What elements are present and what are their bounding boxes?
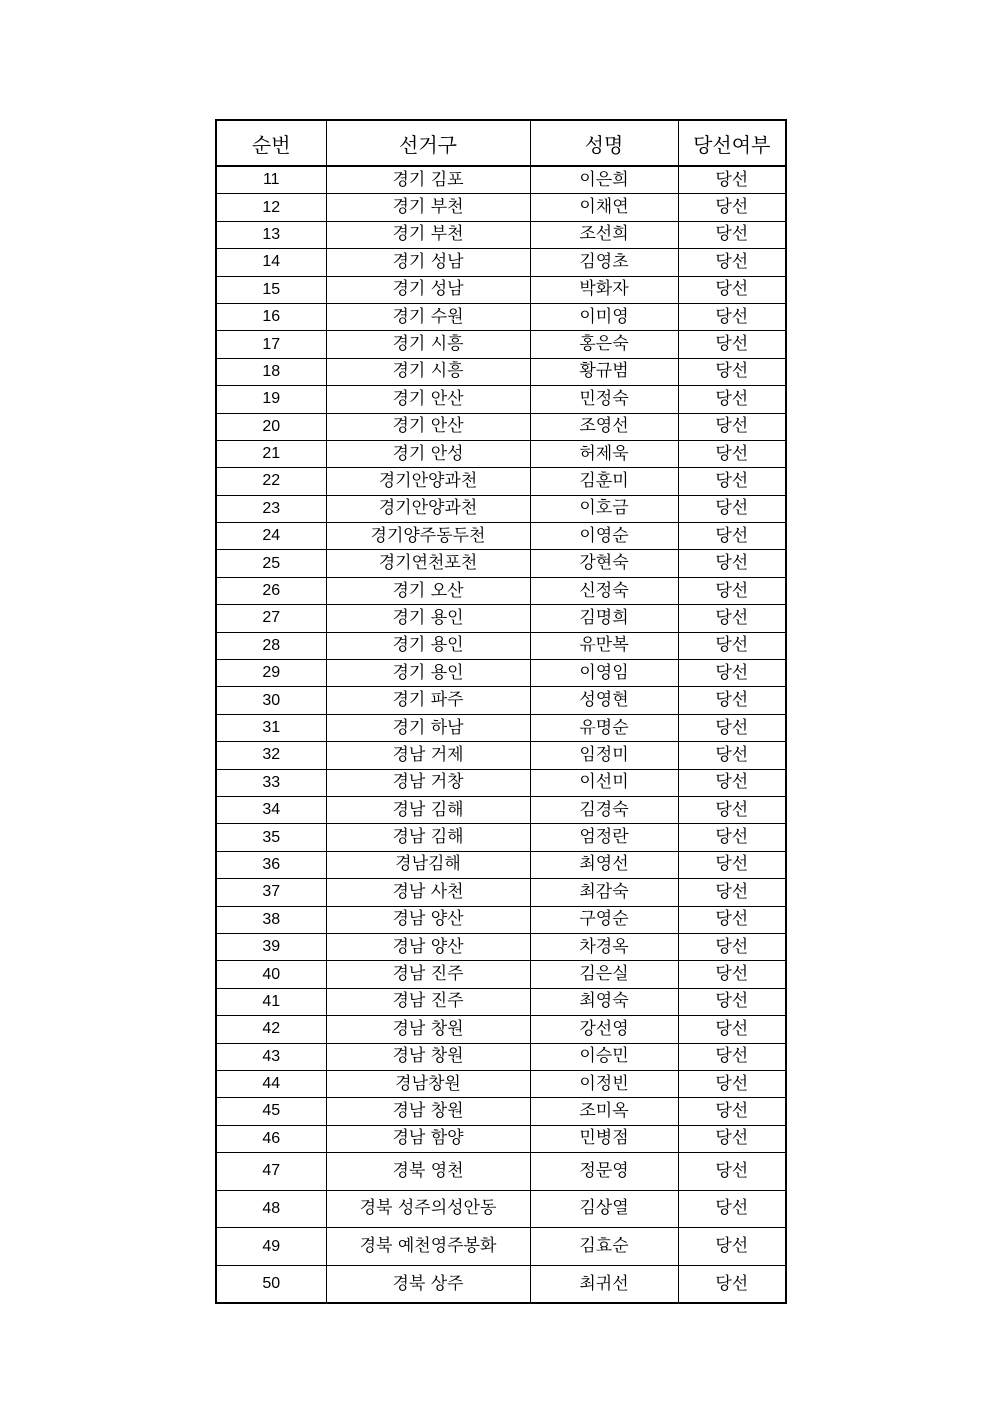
cell-number: 47	[216, 1153, 326, 1191]
cell-district: 경남창원	[326, 1070, 530, 1097]
cell-status: 당선	[678, 495, 786, 522]
cell-district: 경북 예천영주봉화	[326, 1228, 530, 1266]
cell-district: 경기 수원	[326, 303, 530, 330]
header-district: 선거구	[326, 120, 530, 166]
cell-name: 이승민	[530, 1043, 678, 1070]
cell-name: 이은희	[530, 166, 678, 194]
cell-status: 당선	[678, 249, 786, 276]
cell-status: 당선	[678, 276, 786, 303]
cell-name: 홍은숙	[530, 331, 678, 358]
cell-name: 강선영	[530, 1016, 678, 1043]
cell-number: 50	[216, 1265, 326, 1303]
cell-district: 경기 안산	[326, 386, 530, 413]
cell-name: 엄정란	[530, 824, 678, 851]
cell-district: 경남 양산	[326, 906, 530, 933]
table-row	[216, 961, 786, 988]
cell-status: 당선	[678, 988, 786, 1015]
cell-number: 30	[216, 687, 326, 714]
cell-number: 21	[216, 440, 326, 467]
cell-name: 이선미	[530, 769, 678, 796]
table-row	[216, 413, 786, 440]
table-row	[216, 1043, 786, 1070]
cell-name: 임정미	[530, 742, 678, 769]
table-row	[216, 1265, 786, 1303]
cell-district: 경남 양산	[326, 933, 530, 960]
cell-status: 당선	[678, 933, 786, 960]
cell-district: 경기 성남	[326, 249, 530, 276]
cell-number: 36	[216, 851, 326, 878]
cell-status: 당선	[678, 386, 786, 413]
cell-status: 당선	[678, 194, 786, 221]
cell-name: 최귀선	[530, 1265, 678, 1303]
cell-status: 당선	[678, 769, 786, 796]
table-row	[216, 879, 786, 906]
cell-number: 11	[216, 166, 326, 194]
cell-district: 경기안양과천	[326, 495, 530, 522]
cell-status: 당선	[678, 906, 786, 933]
cell-status: 당선	[678, 1070, 786, 1097]
cell-status: 당선	[678, 851, 786, 878]
cell-number: 37	[216, 879, 326, 906]
cell-district: 경기 부천	[326, 221, 530, 248]
table-row	[216, 660, 786, 687]
table-row	[216, 495, 786, 522]
cell-district: 경남 진주	[326, 988, 530, 1015]
cell-district: 경남 거창	[326, 769, 530, 796]
table-row	[216, 331, 786, 358]
cell-number: 28	[216, 632, 326, 659]
cell-status: 당선	[678, 1098, 786, 1125]
cell-name: 민병점	[530, 1125, 678, 1152]
cell-status: 당선	[678, 742, 786, 769]
cell-number: 45	[216, 1098, 326, 1125]
cell-name: 민정숙	[530, 386, 678, 413]
cell-name: 정문영	[530, 1153, 678, 1191]
header-row	[216, 120, 786, 166]
cell-name: 조선희	[530, 221, 678, 248]
header-number: 순번	[216, 120, 326, 166]
cell-name: 유만복	[530, 632, 678, 659]
cell-number: 32	[216, 742, 326, 769]
cell-status: 당선	[678, 1016, 786, 1043]
cell-district: 경남 진주	[326, 961, 530, 988]
table-row	[216, 194, 786, 221]
cell-status: 당선	[678, 796, 786, 823]
cell-district: 경남 김해	[326, 796, 530, 823]
cell-number: 14	[216, 249, 326, 276]
table-row	[216, 440, 786, 467]
cell-name: 이호금	[530, 495, 678, 522]
cell-name: 허제욱	[530, 440, 678, 467]
table-row	[216, 550, 786, 577]
cell-number: 19	[216, 386, 326, 413]
cell-status: 당선	[678, 166, 786, 194]
cell-district: 경남 함양	[326, 1125, 530, 1152]
cell-district: 경기 시흥	[326, 331, 530, 358]
table-body	[216, 166, 786, 1303]
cell-district: 경남 창원	[326, 1098, 530, 1125]
cell-number: 49	[216, 1228, 326, 1266]
cell-number: 44	[216, 1070, 326, 1097]
table-row	[216, 468, 786, 495]
cell-name: 김명희	[530, 605, 678, 632]
cell-status: 당선	[678, 687, 786, 714]
table-row	[216, 303, 786, 330]
cell-status: 당선	[678, 523, 786, 550]
cell-number: 42	[216, 1016, 326, 1043]
cell-number: 48	[216, 1190, 326, 1228]
cell-number: 40	[216, 961, 326, 988]
cell-status: 당선	[678, 577, 786, 604]
table-row	[216, 605, 786, 632]
cell-status: 당선	[678, 879, 786, 906]
cell-status: 당선	[678, 605, 786, 632]
cell-status: 당선	[678, 714, 786, 741]
cell-name: 이영순	[530, 523, 678, 550]
cell-district: 경기 성남	[326, 276, 530, 303]
cell-name: 김훈미	[530, 468, 678, 495]
cell-status: 당선	[678, 1153, 786, 1191]
cell-name: 김영초	[530, 249, 678, 276]
cell-number: 33	[216, 769, 326, 796]
cell-district: 경기 부천	[326, 194, 530, 221]
table-row	[216, 249, 786, 276]
table-row	[216, 276, 786, 303]
cell-status: 당선	[678, 632, 786, 659]
cell-status: 당선	[678, 413, 786, 440]
cell-name: 조영선	[530, 413, 678, 440]
table-row	[216, 386, 786, 413]
cell-name: 차경옥	[530, 933, 678, 960]
cell-number: 26	[216, 577, 326, 604]
cell-status: 당선	[678, 468, 786, 495]
cell-district: 경기 용인	[326, 660, 530, 687]
cell-number: 46	[216, 1125, 326, 1152]
cell-name: 최영선	[530, 851, 678, 878]
cell-name: 유명순	[530, 714, 678, 741]
table-row	[216, 1190, 786, 1228]
table-row	[216, 632, 786, 659]
cell-status: 당선	[678, 1125, 786, 1152]
cell-number: 31	[216, 714, 326, 741]
table-row	[216, 358, 786, 385]
cell-number: 38	[216, 906, 326, 933]
table-row	[216, 1098, 786, 1125]
cell-name: 구영순	[530, 906, 678, 933]
cell-district: 경남 거제	[326, 742, 530, 769]
table-row	[216, 166, 786, 194]
cell-district: 경기연천포천	[326, 550, 530, 577]
cell-name: 강현숙	[530, 550, 678, 577]
cell-district: 경남 창원	[326, 1016, 530, 1043]
cell-status: 당선	[678, 1043, 786, 1070]
cell-status: 당선	[678, 550, 786, 577]
table-row	[216, 1070, 786, 1097]
header-status: 당선여부	[678, 120, 786, 166]
table-row	[216, 742, 786, 769]
cell-number: 15	[216, 276, 326, 303]
cell-name: 신정숙	[530, 577, 678, 604]
cell-number: 13	[216, 221, 326, 248]
cell-number: 39	[216, 933, 326, 960]
cell-name: 성영현	[530, 687, 678, 714]
cell-number: 16	[216, 303, 326, 330]
cell-status: 당선	[678, 440, 786, 467]
cell-name: 조미옥	[530, 1098, 678, 1125]
table-row	[216, 1016, 786, 1043]
cell-district: 경기 용인	[326, 632, 530, 659]
cell-status: 당선	[678, 824, 786, 851]
cell-status: 당선	[678, 660, 786, 687]
cell-status: 당선	[678, 358, 786, 385]
cell-district: 경기 오산	[326, 577, 530, 604]
table-row	[216, 933, 786, 960]
table-row	[216, 851, 786, 878]
cell-district: 경남김해	[326, 851, 530, 878]
cell-number: 12	[216, 194, 326, 221]
table-row	[216, 523, 786, 550]
table-row	[216, 1125, 786, 1152]
cell-status: 당선	[678, 961, 786, 988]
cell-number: 27	[216, 605, 326, 632]
cell-district: 경기안양과천	[326, 468, 530, 495]
table-row	[216, 577, 786, 604]
cell-district: 경북 상주	[326, 1265, 530, 1303]
cell-status: 당선	[678, 331, 786, 358]
cell-district: 경북 영천	[326, 1153, 530, 1191]
cell-number: 18	[216, 358, 326, 385]
table-row	[216, 824, 786, 851]
cell-status: 당선	[678, 1228, 786, 1266]
cell-number: 17	[216, 331, 326, 358]
cell-number: 22	[216, 468, 326, 495]
table-row	[216, 988, 786, 1015]
cell-name: 박화자	[530, 276, 678, 303]
cell-district: 경기 시흥	[326, 358, 530, 385]
cell-number: 34	[216, 796, 326, 823]
election-results-table	[215, 119, 787, 1304]
table-row	[216, 796, 786, 823]
cell-district: 경기 용인	[326, 605, 530, 632]
cell-district: 경기 하남	[326, 714, 530, 741]
table-row	[216, 1228, 786, 1266]
cell-status: 당선	[678, 303, 786, 330]
cell-district: 경기 파주	[326, 687, 530, 714]
table-row	[216, 906, 786, 933]
cell-district: 경기 안산	[326, 413, 530, 440]
cell-district: 경남 김해	[326, 824, 530, 851]
cell-name: 김은실	[530, 961, 678, 988]
cell-number: 35	[216, 824, 326, 851]
cell-number: 25	[216, 550, 326, 577]
table-row	[216, 221, 786, 248]
cell-number: 41	[216, 988, 326, 1015]
cell-number: 29	[216, 660, 326, 687]
header-name: 성명	[530, 120, 678, 166]
cell-number: 24	[216, 523, 326, 550]
cell-status: 당선	[678, 1265, 786, 1303]
cell-status: 당선	[678, 221, 786, 248]
cell-district: 경북 성주의성안동	[326, 1190, 530, 1228]
cell-name: 김경숙	[530, 796, 678, 823]
cell-name: 김상열	[530, 1190, 678, 1228]
cell-status: 당선	[678, 1190, 786, 1228]
table-row	[216, 687, 786, 714]
table-header	[216, 120, 786, 166]
cell-district: 경기양주동두천	[326, 523, 530, 550]
cell-name: 김효순	[530, 1228, 678, 1266]
cell-name: 이채연	[530, 194, 678, 221]
cell-name: 최영숙	[530, 988, 678, 1015]
cell-name: 이영임	[530, 660, 678, 687]
cell-number: 43	[216, 1043, 326, 1070]
cell-district: 경기 안성	[326, 440, 530, 467]
cell-name: 이미영	[530, 303, 678, 330]
table-row	[216, 714, 786, 741]
cell-district: 경남 사천	[326, 879, 530, 906]
cell-district: 경기 김포	[326, 166, 530, 194]
table-row	[216, 769, 786, 796]
cell-name: 이정빈	[530, 1070, 678, 1097]
table-row	[216, 1153, 786, 1191]
cell-number: 20	[216, 413, 326, 440]
cell-name: 황규범	[530, 358, 678, 385]
cell-number: 23	[216, 495, 326, 522]
cell-district: 경남 창원	[326, 1043, 530, 1070]
cell-name: 최감숙	[530, 879, 678, 906]
